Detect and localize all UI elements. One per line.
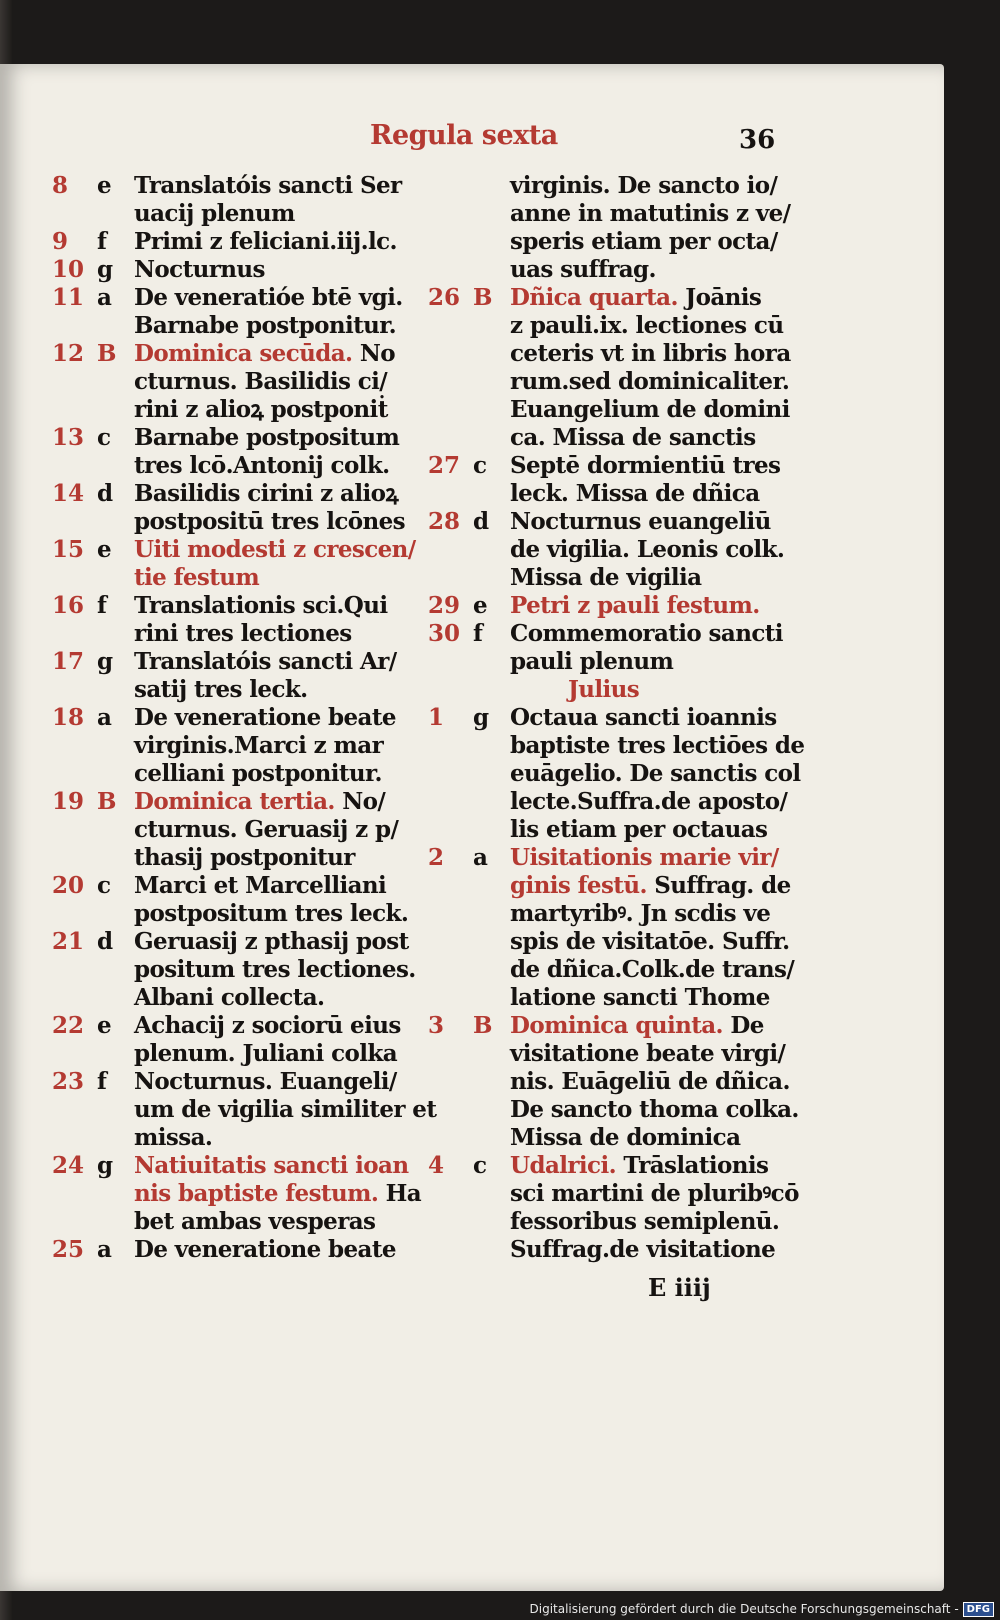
entry-line [428, 900, 800, 928]
entry-text: ceteris vt in libris hora [510, 340, 791, 367]
entry-line [52, 844, 412, 872]
day-number: 10 [52, 256, 85, 283]
entry-text: virginis.Marci z mar [134, 732, 384, 759]
entry-text: ca. Missa de sanctis [510, 424, 756, 451]
entry-text: De [722, 1012, 764, 1039]
calendar-entry [52, 340, 412, 424]
rubric-text: Dominica quinta. [510, 1012, 723, 1039]
entry-line [428, 956, 800, 984]
dominical-letter: a [473, 844, 488, 871]
entry-line [52, 900, 412, 928]
entry-text: De veneratione beate [134, 1236, 396, 1263]
day-number: 3 [428, 1012, 445, 1039]
entry-text: speris etiam per octa/ [510, 228, 778, 255]
day-number: 1 [428, 704, 445, 731]
entry-line [428, 200, 800, 228]
entry-text: uacij plenum [134, 200, 295, 227]
entry-text: No/ [334, 788, 386, 815]
entry-text: um de vigilia similiter et [134, 1096, 437, 1123]
rubric-text: Petri z pauli festum. [510, 592, 760, 619]
entry-line [428, 760, 800, 788]
entry-line [428, 872, 800, 900]
entry-text: Marci et Marcelliani [134, 872, 387, 899]
entry-line [52, 200, 412, 228]
calendar-right-column [428, 172, 805, 1264]
entry-line [52, 508, 412, 536]
calendar-entry [52, 1068, 437, 1152]
entry-text: euāgelio. De sanctis col [510, 760, 801, 787]
entry-text: postpositum tres leck. [134, 900, 409, 927]
entry-text: Translatóis sancti Ser [134, 172, 402, 199]
dominical-letter: c [473, 452, 488, 479]
dominical-letter: d [97, 480, 114, 507]
dominical-letter: a [97, 1236, 112, 1263]
calendar-entry [428, 592, 800, 620]
signature-mark: E iiij [648, 1273, 711, 1302]
day-number: 30 [428, 620, 461, 647]
entry-text: Ha [378, 1180, 422, 1207]
entry-text: Trāslationis [615, 1152, 769, 1179]
entry-text: virginis. De sancto io/ [510, 172, 778, 199]
entry-text: Missa de dominica [510, 1124, 741, 1151]
calendar-entry [52, 480, 412, 536]
entry-line [52, 956, 416, 984]
entry-line [52, 1040, 412, 1068]
month-heading [428, 676, 800, 704]
entry-text: nis. Euāgeliū de dñica. [510, 1068, 790, 1095]
entry-line [52, 676, 412, 704]
entry-text: satij tres leck. [134, 676, 308, 703]
calendar-entry [52, 648, 412, 704]
calendar-entry [52, 1152, 422, 1236]
entry-text: pauli plenum [510, 648, 674, 675]
day-number: 13 [52, 424, 85, 451]
entry-text: z pauli.ix. lectiones cū [510, 312, 784, 339]
entry-text: Nocturnus. Euangeli/ [134, 1068, 397, 1095]
entry-text: De veneratióe btē vgi. [134, 284, 403, 311]
dominical-letter: e [97, 172, 112, 199]
calendar-entry [428, 452, 800, 508]
day-number: 26 [428, 284, 461, 311]
entry-text: sci martini de pluribꝰcō [510, 1180, 799, 1207]
calendar-entry [428, 704, 805, 844]
entry-text: thasij postponitur [134, 844, 355, 871]
entry-text: Translationis sci.Qui [134, 592, 388, 619]
dominical-letter: c [97, 424, 112, 451]
calendar-entry [52, 228, 412, 256]
entry-text: positum tres lectiones. [134, 956, 416, 983]
entry-line [428, 256, 800, 284]
entry-text: De veneratione beate [134, 704, 396, 731]
entry-line [428, 396, 800, 424]
entry-text: leck. Missa de dñica [510, 480, 760, 507]
entry-line [428, 424, 800, 452]
entry-text: uas suffrag. [510, 256, 656, 283]
calendar-entry [428, 620, 800, 676]
entry-text: Missa de vigilia [510, 564, 702, 591]
day-number: 20 [52, 872, 85, 899]
entry-line [52, 1208, 412, 1236]
calendar-entry [52, 788, 412, 872]
day-number: 21 [52, 928, 85, 955]
entry-text: de vigilia. Leonis colk. [510, 536, 785, 563]
day-number: 29 [428, 592, 461, 619]
entry-line [428, 1068, 800, 1096]
rubric-text: Natiuitatis sancti ioan [134, 1152, 409, 1179]
calendar-entry [428, 508, 800, 592]
calendar-entry [52, 256, 412, 284]
rubric-text: ginis festū. [510, 872, 647, 899]
entry-text: Basilidis cirini z alioꝝ [134, 480, 399, 507]
dominical-letter: g [473, 704, 490, 731]
calendar-entry [52, 592, 412, 648]
entry-line [428, 480, 800, 508]
entry-text: No [352, 340, 396, 367]
entry-line [428, 1124, 800, 1152]
entry-line [428, 312, 800, 340]
entry-text: fessoribus semiplenū. [510, 1208, 780, 1235]
day-number: 12 [52, 340, 85, 367]
entry-text: Septē dormientiū tres [510, 452, 781, 479]
entry-line [52, 984, 412, 1012]
entry-text: Octaua sancti ioannis [510, 704, 777, 731]
entry-text: rum.sed dominicaliter. [510, 368, 790, 395]
entry-line [52, 312, 412, 340]
dominical-letter: f [97, 1068, 107, 1095]
calendar-entry [52, 424, 412, 480]
entry-line [428, 816, 800, 844]
dominical-letter: B [97, 788, 117, 815]
dominical-letter: g [97, 648, 114, 675]
entry-line [428, 732, 805, 760]
entry-text: Euangelium de domini [510, 396, 790, 423]
dominical-letter: f [97, 592, 107, 619]
entry-text: Barnabe postponitur. [134, 312, 397, 339]
entry-text: tres lcō.Antonij colk. [134, 452, 390, 479]
day-number: 28 [428, 508, 461, 535]
day-number: 22 [52, 1012, 85, 1039]
footer-credit: Digitalisierung gefördert durch die Deutsche Forschungsgemeinschaft - [529, 1602, 959, 1616]
day-number: 18 [52, 704, 85, 731]
entry-text: Nocturnus [134, 256, 265, 283]
calendar-entry [52, 284, 412, 340]
entry-line [428, 648, 800, 676]
day-number: 25 [52, 1236, 85, 1263]
day-number: 24 [52, 1152, 85, 1179]
entry-line [52, 396, 412, 424]
entry-line [428, 1040, 800, 1068]
dominical-letter: a [97, 704, 112, 731]
dominical-letter: d [97, 928, 114, 955]
entry-line [428, 928, 800, 956]
entry-text: cturnus. Basilidis ci/ [134, 368, 388, 395]
entry-text: missa. [134, 1124, 213, 1151]
folio-number: 36 [739, 125, 776, 155]
dominical-letter: e [473, 592, 488, 619]
entry-text: Achacij z sociorū eius [134, 1012, 401, 1039]
entry-line [52, 620, 412, 648]
entry-line [428, 228, 800, 256]
entry-text: latione sancti Thome [510, 984, 770, 1011]
calendar-entry [428, 172, 800, 284]
calendar-entry [428, 844, 800, 1012]
day-number: 15 [52, 536, 85, 563]
rubric-text: Uiti modesti z crescen/ [134, 536, 416, 563]
dominical-letter: B [473, 1012, 493, 1039]
entry-line [52, 760, 412, 788]
entry-line [428, 1096, 800, 1124]
calendar-entry [52, 928, 416, 1012]
dominical-letter: B [97, 340, 117, 367]
rubric-text: Udalrici. [510, 1152, 616, 1179]
entry-text: lecte.Suffra.de aposto/ [510, 788, 788, 815]
day-number: 23 [52, 1068, 85, 1095]
entry-line [428, 984, 800, 1012]
entry-text: cturnus. Geruasij z p/ [134, 816, 399, 843]
entry-line [52, 452, 412, 480]
dominical-letter: d [473, 508, 490, 535]
entry-text: Joānis [677, 284, 762, 311]
entry-text: visitatione beate virgi/ [510, 1040, 786, 1067]
entry-line [428, 788, 800, 816]
entry-text: de dñica.Colk.de trans/ [510, 956, 795, 983]
dfg-logo-icon[interactable]: DFG [963, 1602, 994, 1617]
calendar-entry [52, 704, 412, 788]
dominical-letter: a [97, 284, 112, 311]
day-number: 9 [52, 228, 69, 255]
entry-line [428, 172, 800, 200]
calendar-entry [52, 172, 412, 228]
day-number: 11 [52, 284, 85, 311]
calendar-left-column [52, 172, 437, 1264]
entry-text: Commemoratio sancti [510, 620, 783, 647]
month-name: Julius [568, 676, 640, 703]
dominical-letter: B [473, 284, 493, 311]
calendar-entry [428, 284, 800, 452]
day-number: 4 [428, 1152, 445, 1179]
rubric-text: Uisitationis marie vir/ [510, 844, 779, 871]
dominical-letter: g [97, 256, 114, 283]
dominical-letter: e [97, 536, 112, 563]
entry-text: bet ambas vesperas [134, 1208, 376, 1235]
entry-line [52, 564, 412, 592]
entry-text: martyribꝰ. Jn scdis ve [510, 900, 771, 927]
calendar-entry [428, 1012, 800, 1152]
entry-text: Albani collecta. [134, 984, 325, 1011]
entry-line [428, 1208, 800, 1236]
entry-line [52, 732, 412, 760]
entry-text: plenum. Juliani colka [134, 1040, 398, 1067]
entry-line [428, 368, 800, 396]
day-number: 19 [52, 788, 85, 815]
dominical-letter: g [97, 1152, 114, 1179]
entry-line [52, 368, 412, 396]
entry-line [52, 1124, 412, 1152]
dominical-letter: c [473, 1152, 488, 1179]
entry-text: Barnabe postpositum [134, 424, 400, 451]
rubric-text: nis baptiste festum. [134, 1180, 379, 1207]
entry-text: anne in matutinis z ve/ [510, 200, 791, 227]
entry-line [52, 816, 412, 844]
day-number: 27 [428, 452, 461, 479]
entry-line [428, 1180, 800, 1208]
entry-text: rini z alioꝝ postponiṫ [134, 396, 388, 423]
calendar-entry [428, 1152, 800, 1264]
entry-text: rini tres lectiones [134, 620, 352, 647]
entry-text: Nocturnus euangeliū [510, 508, 771, 535]
entry-text: postpositū tres lcōnes [134, 508, 405, 535]
entry-line [428, 1236, 800, 1264]
entry-line [52, 1180, 422, 1208]
calendar-entry [52, 536, 416, 592]
digitization-footer [530, 1600, 995, 1618]
entry-text: De sancto thoma colka. [510, 1096, 799, 1123]
entry-text: baptiste tres lectiōes de [510, 732, 805, 759]
entry-text: Translatóis sancti Ar/ [134, 648, 397, 675]
calendar-entry [52, 872, 412, 928]
entry-text: Suffrag.de visitatione [510, 1236, 776, 1263]
running-title: Regula sexta [370, 120, 558, 151]
entry-text: lis etiam per octauas [510, 816, 768, 843]
calendar-entry [52, 1236, 412, 1264]
day-number: 16 [52, 592, 85, 619]
entry-text: Primi z feliciani.iij.lc. [134, 228, 397, 255]
dominical-letter: f [473, 620, 483, 647]
entry-text: Suffrag. de [646, 872, 791, 899]
entry-text: celliani postponitur. [134, 760, 382, 787]
day-number: 8 [52, 172, 69, 199]
entry-line [428, 564, 800, 592]
entry-line [428, 340, 800, 368]
day-number: 14 [52, 480, 85, 507]
day-number: 17 [52, 648, 85, 675]
dominical-letter: c [97, 872, 112, 899]
entry-text: Geruasij z pthasij post [134, 928, 409, 955]
entry-text: spis de visitatōe. Suffr. [510, 928, 790, 955]
calendar-entry [52, 1012, 412, 1068]
dominical-letter: e [97, 1012, 112, 1039]
dominical-letter: f [97, 228, 107, 255]
entry-line [52, 1096, 437, 1124]
rubric-text: Dominica tertia. [134, 788, 335, 815]
rubric-text: tie festum [134, 564, 260, 591]
rubric-text: Dominica secūda. [134, 340, 353, 367]
rubric-text: Dñica quarta. [510, 284, 678, 311]
entry-line [428, 536, 800, 564]
day-number: 2 [428, 844, 445, 871]
